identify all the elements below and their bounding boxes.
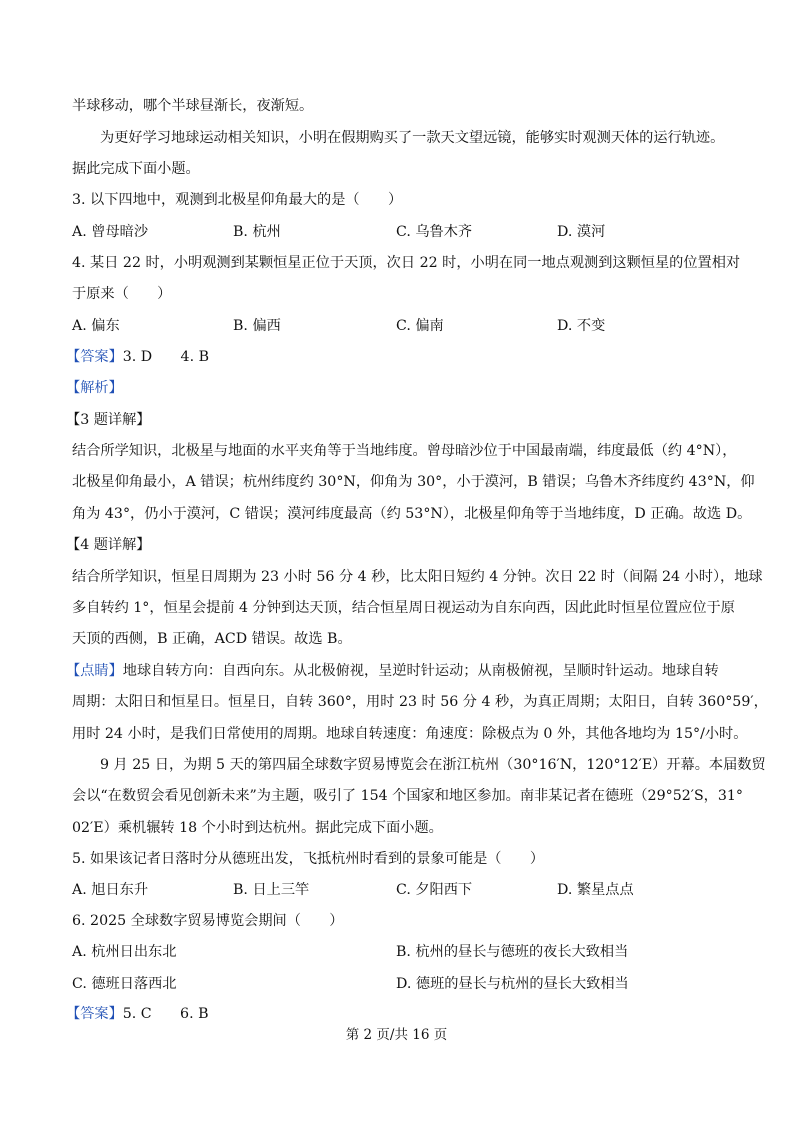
- q5-option-b: B. 日上三竿: [233, 882, 310, 898]
- detail-3-line3: 角为 43°，仍小于漠河，C 错误；漠河纬度最高（约 53°N），北极星仰角等于当地纬度，D 正确。故选 D。: [72, 506, 752, 522]
- answer-tag: 【答案】: [66, 1006, 123, 1022]
- detail-4-line2: 多自转约 1°，恒星会提前 4 分钟到达天顶，结合恒星周日视运动为自东向西，因此此时恒星位置应位于原: [72, 600, 735, 616]
- q6-option-a: A. 杭州日出东北: [72, 944, 177, 960]
- question-3-stem: 3. 以下四地中，观测到北极星仰角最大的是（ ）: [72, 192, 403, 208]
- q4-option-d: D. 不变: [557, 318, 606, 334]
- passage1-line1: 为更好学习地球运动相关知识，小明在假期购买了一款天文望远镜，能够实时观测天体的运行轨迹。: [100, 130, 725, 146]
- answer-block-1: [66, 347, 209, 367]
- passage2-line2: 会以“在数贸会看见创新未来”为主题，吸引了 154 个国家和地区参加。南非某记者在德班（29°52′S，31°: [72, 788, 744, 804]
- dianjing-line1: [66, 661, 719, 681]
- q3-option-a: A. 曾母暗沙: [72, 224, 149, 240]
- question-6-stem: 6. 2025 全球数字贸易博览会期间（ ）: [72, 913, 344, 929]
- q6-option-c: C. 德班日落西北: [72, 976, 177, 992]
- q6-option-b: B. 杭州的昼长与德班的夜长大致相当: [396, 944, 629, 960]
- passage2-line1: 9 月 25 日，为期 5 天的第四届全球数字贸易博览会在浙江杭州（30°16′N，120°12′E）开幕。本届数贸: [100, 757, 766, 773]
- answer-tag: 【答案】: [66, 349, 123, 365]
- detail-4-line3: 天顶的西侧，B 正确，ACD 错误。故选 B。: [72, 631, 352, 647]
- answer-text: 3. D 4. B: [122, 349, 210, 365]
- passage2-line3: 02′E）乘机辗转 18 个小时到达杭州。据此完成下面小题。: [72, 820, 443, 836]
- q4-option-c: C. 偏南: [396, 318, 444, 334]
- intro-tail-line: 半球移动，哪个半球昼渐长，夜渐短。: [72, 98, 314, 114]
- answer-block-2: [66, 1004, 209, 1024]
- dianjing-line2: 周期：太阳日和恒星日。恒星日，自转 360°，用时 23 时 56 分 4 秒，为真正周期；太阳日，自转 360°59′，: [72, 694, 768, 710]
- answer-text: 5. C 6. B: [122, 1006, 209, 1022]
- q6-option-d: D. 德班的昼长与杭州的昼长大致相当: [396, 976, 629, 992]
- q4-option-a: A. 偏东: [72, 318, 120, 334]
- q4-option-b: B. 偏西: [233, 318, 281, 334]
- detail-4-line1: 结合所学知识，恒星日周期为 23 小时 56 分 4 秒，比太阳日短约 4 分钟。次日 22 时（间隔 24 小时），地球: [72, 569, 763, 585]
- q5-option-a: A. 旭日东升: [72, 882, 149, 898]
- dianjing-tag: 【点睛】: [66, 663, 123, 679]
- q3-option-d: D. 漠河: [557, 224, 606, 240]
- question-4-stem-line2: 于原来（ ）: [72, 286, 172, 302]
- q5-option-c: C. 夕阳西下: [396, 882, 473, 898]
- q3-option-c: C. 乌鲁木齐: [396, 224, 473, 240]
- detail-3-heading: 【3 题详解】: [66, 412, 151, 428]
- detail-3-line2: 北极星仰角最小，A 错误；杭州纬度约 30°N，仰角为 30°，小于漠河，B 错误；乌鲁木齐纬度约 43°N，仰: [72, 474, 755, 490]
- detail-3-line1: 结合所学知识，北极星与地面的水平夹角等于当地纬度。曾母暗沙位于中国最南端，纬度最低（约 4°N），: [72, 443, 737, 459]
- q5-option-d: D. 繁星点点: [557, 882, 634, 898]
- analysis-tag: 【解析】: [66, 380, 123, 396]
- dianjing-line3: 用时 24 小时，是我们日常使用的周期。地球自转速度：角速度：除极点为 0 外，其他各地均为 15°/小时。: [72, 726, 748, 742]
- passage1-line2: 据此完成下面小题。: [72, 161, 200, 177]
- q3-option-b: B. 杭州: [233, 224, 281, 240]
- question-5-stem: 5. 如果该记者日落时分从德班出发，飞抵杭州时看到的景象可能是（ ）: [72, 851, 545, 867]
- question-4-stem-line1: 4. 某日 22 时，小明观测到某颗恒星正位于天顶，次日 22 时，小明在同一地点观测到这颗恒星的位置相对: [72, 255, 741, 271]
- page-footer: 第 2 页/共 16 页: [345, 1027, 448, 1043]
- detail-4-heading: 【4 题详解】: [66, 537, 151, 553]
- dianjing-text: 地球自转方向：自西向东。从北极俯视，呈逆时针运动；从南极俯视，呈顺时针运动。地球自转: [122, 663, 719, 679]
